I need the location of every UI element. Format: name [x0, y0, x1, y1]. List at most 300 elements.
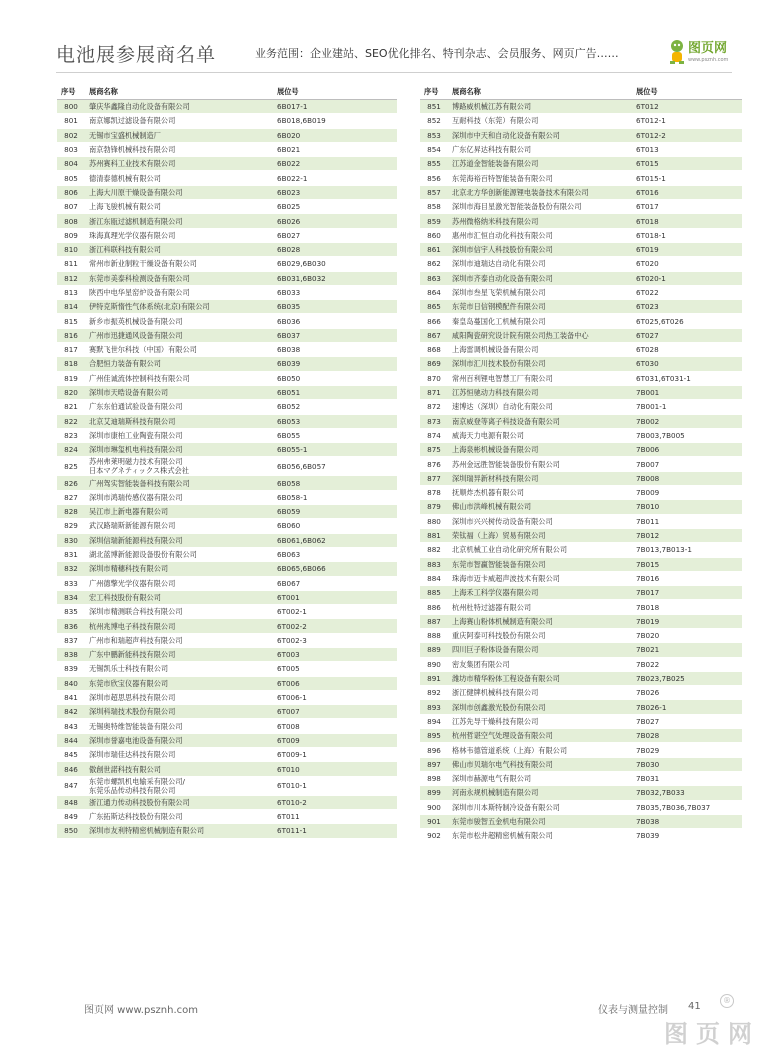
- booth-number: 6B055-1: [273, 443, 397, 457]
- row-no: 858: [420, 200, 448, 214]
- exhibitor-name: 咸阳陶瓷研究设计院有限公司热工装备中心: [448, 328, 632, 342]
- table-row: [420, 343, 742, 357]
- table-row: [420, 471, 742, 485]
- booth-number: 6B055: [273, 428, 397, 442]
- exhibitor-name: 杭州兆博电子科技有限公司: [85, 619, 273, 633]
- exhibitor-name: 上海赛山粉体机械制造有限公司: [448, 614, 632, 628]
- row-no: 810: [57, 242, 85, 256]
- booth-number: 6T031,6T031-1: [632, 371, 742, 385]
- table-row: [57, 400, 397, 414]
- booth-number: 6T010-1: [273, 776, 397, 795]
- table-row: [57, 505, 397, 519]
- row-no: 901: [420, 814, 448, 828]
- row-no: 818: [57, 357, 85, 371]
- table-row: [420, 814, 742, 828]
- booth-number: 7B009: [632, 486, 742, 500]
- row-no: 883: [420, 557, 448, 571]
- exhibitor-table-left: [57, 85, 397, 839]
- table-row: [57, 519, 397, 533]
- table-row: [57, 533, 397, 547]
- booth-number: 6B051: [273, 385, 397, 399]
- exhibitor-name: 湖北蓝博新能源设备股份有限公司: [85, 547, 273, 561]
- header-divider: [56, 72, 732, 73]
- table-row: [57, 414, 397, 428]
- row-no: 829: [57, 519, 85, 533]
- booth-number: 6T022: [632, 285, 742, 299]
- table-row: [420, 228, 742, 242]
- table-row: [420, 614, 742, 628]
- booth-number: 6B029,6B030: [273, 257, 397, 271]
- booth-number: 7B012: [632, 528, 742, 542]
- row-no: 892: [420, 686, 448, 700]
- exhibitor-name: 上海大川原干燥设备有限公司: [85, 185, 273, 199]
- row-no: 846: [57, 762, 85, 776]
- row-no: 869: [420, 357, 448, 371]
- table-row: [420, 414, 742, 428]
- table-row: [420, 671, 742, 685]
- exhibitor-name: 佛山市洪峰机械有限公司: [448, 500, 632, 514]
- booth-number: 6B052: [273, 400, 397, 414]
- exhibitor-name: 北京北方华创新能源锂电装备技术有限公司: [448, 185, 632, 199]
- row-no: 823: [57, 428, 85, 442]
- table-row: [420, 285, 742, 299]
- col-header-no: 序号: [57, 85, 85, 100]
- row-no: 886: [420, 600, 448, 614]
- booth-number: 7B003,7B005: [632, 428, 742, 442]
- table-row: [57, 285, 397, 299]
- row-no: 817: [57, 343, 85, 357]
- table-row: [420, 686, 742, 700]
- exhibitor-name: 江苏恒驰动力科技有限公司: [448, 385, 632, 399]
- row-no: 813: [57, 285, 85, 299]
- exhibitor-name: 南京威登等离子科技设备有限公司: [448, 414, 632, 428]
- table-row: [420, 743, 742, 757]
- row-no: 804: [57, 157, 85, 171]
- booth-number: 6T006: [273, 676, 397, 690]
- row-no: 840: [57, 676, 85, 690]
- row-no: 889: [420, 643, 448, 657]
- table-row: [57, 605, 397, 619]
- row-no: 881: [420, 528, 448, 542]
- exhibitor-name: 威海天力电源有限公司: [448, 428, 632, 442]
- row-no: 851: [420, 100, 448, 114]
- exhibitor-name: 深圳市精测联合科技有限公司: [85, 605, 273, 619]
- exhibitor-name: 重庆阿泰可科技股份有限公司: [448, 628, 632, 642]
- exhibitor-name: 深圳科瑞技术股份有限公司: [85, 705, 273, 719]
- row-no: 847: [57, 776, 85, 795]
- table-row: [57, 576, 397, 590]
- booth-number: 7B026-1: [632, 700, 742, 714]
- exhibitor-name: 抚顺炸杰机器有限公司: [448, 486, 632, 500]
- booth-number: 7B029: [632, 743, 742, 757]
- booth-number: 6T006-1: [273, 690, 397, 704]
- exhibitor-name: 珠海市迈卡威超声波技术有限公司: [448, 571, 632, 585]
- row-no: 839: [57, 662, 85, 676]
- table-row: [420, 586, 742, 600]
- row-no: 897: [420, 757, 448, 771]
- booth-number: 6T023: [632, 300, 742, 314]
- row-no: 848: [57, 795, 85, 809]
- row-no: 872: [420, 400, 448, 414]
- table-row: [420, 100, 742, 114]
- table-row: [57, 705, 397, 719]
- exhibitor-name: 深圳市精穗科技有限公司: [85, 562, 273, 576]
- table-row: [420, 371, 742, 385]
- booth-number: 6T009-1: [273, 748, 397, 762]
- table-row: [57, 590, 397, 604]
- row-no: 878: [420, 486, 448, 500]
- exhibitor-name: 苏州微格纳米科技有限公司: [448, 214, 632, 228]
- booth-number: 7B027: [632, 714, 742, 728]
- exhibitor-name: 速博达（深圳）自动化有限公司: [448, 400, 632, 414]
- booth-number: 6B018,6B019: [273, 114, 397, 128]
- row-no: 888: [420, 628, 448, 642]
- booth-number: 6T018: [632, 214, 742, 228]
- booth-number: 6B031,6B032: [273, 271, 397, 285]
- table-row: [57, 114, 397, 128]
- row-no: 899: [420, 786, 448, 800]
- row-no: 814: [57, 300, 85, 314]
- row-no: 902: [420, 829, 448, 843]
- row-no: 835: [57, 605, 85, 619]
- table-row: [420, 400, 742, 414]
- booth-number: 6B033: [273, 285, 397, 299]
- row-no: 837: [57, 633, 85, 647]
- table-row: [420, 357, 742, 371]
- row-no: 862: [420, 257, 448, 271]
- row-no: 884: [420, 571, 448, 585]
- exhibitor-name: 广州佳诚流体控制科技有限公司: [85, 371, 273, 385]
- booth-number: 7B013,7B013-1: [632, 543, 742, 557]
- row-no: 824: [57, 443, 85, 457]
- booth-number: 6T002-3: [273, 633, 397, 647]
- row-no: 880: [420, 514, 448, 528]
- row-no: 842: [57, 705, 85, 719]
- booth-number: 6B021: [273, 142, 397, 156]
- table-row: [420, 700, 742, 714]
- table-row: [57, 443, 397, 457]
- table-row: [420, 300, 742, 314]
- exhibitor-name: 密友集团有限公司: [448, 657, 632, 671]
- table-row: [420, 714, 742, 728]
- table-row: [420, 328, 742, 342]
- exhibitor-name: 常州百利锂电智慧工厂有限公司: [448, 371, 632, 385]
- exhibitor-name: 南京勃锋机械科技有限公司: [85, 142, 273, 156]
- booth-number: 6B058: [273, 476, 397, 490]
- row-no: 806: [57, 185, 85, 199]
- exhibitor-name: 深圳市赫源电气有限公司: [448, 771, 632, 785]
- exhibitor-name: 苏州金远胜智能装备股份有限公司: [448, 457, 632, 471]
- col-header-no: 序号: [420, 85, 448, 100]
- table-row: [57, 809, 397, 823]
- exhibitor-name: 深圳市誉嘉电池设备有限公司: [85, 733, 273, 747]
- table-row: [420, 800, 742, 814]
- row-no: 845: [57, 748, 85, 762]
- table-row: [57, 242, 397, 256]
- table-row: [57, 676, 397, 690]
- row-no: 870: [420, 371, 448, 385]
- row-no: 855: [420, 157, 448, 171]
- table-row: [57, 690, 397, 704]
- row-no: 893: [420, 700, 448, 714]
- exhibitor-table-right: [420, 85, 742, 843]
- exhibitor-name: 珠海真理光学仪器有限公司: [85, 228, 273, 242]
- table-row: [420, 628, 742, 642]
- table-row: [420, 157, 742, 171]
- exhibitor-name: 赛默飞世尔科技（中国）有限公司: [85, 343, 273, 357]
- table-row: [420, 729, 742, 743]
- booth-number: 7B001-1: [632, 400, 742, 414]
- exhibitor-name: 东莞市欣宝仪器有限公司: [85, 676, 273, 690]
- table-row: [57, 171, 397, 185]
- table-row: [420, 242, 742, 256]
- row-no: 859: [420, 214, 448, 228]
- exhibitor-name: 深圳市兴兴树传动设备有限公司: [448, 514, 632, 528]
- exhibitor-name: 深圳市瑞佳达科技有限公司: [85, 748, 273, 762]
- row-no: 802: [57, 128, 85, 142]
- booth-number: 6T027: [632, 328, 742, 342]
- table-row: [57, 157, 397, 171]
- row-no: 808: [57, 214, 85, 228]
- row-no: 861: [420, 242, 448, 256]
- exhibitor-name: 深圳市超思思科技有限公司: [85, 690, 273, 704]
- booth-number: 6B067: [273, 576, 397, 590]
- row-no: 803: [57, 142, 85, 156]
- exhibitor-name: 浙江健牌机械科技有限公司: [448, 686, 632, 700]
- row-no: 856: [420, 171, 448, 185]
- booth-number: 7B032,7B033: [632, 786, 742, 800]
- exhibitor-name: 深圳市琳玺机电科技有限公司: [85, 443, 273, 457]
- row-no: 830: [57, 533, 85, 547]
- table-row: [57, 619, 397, 633]
- booth-number: 7B007: [632, 457, 742, 471]
- table-row: [420, 385, 742, 399]
- row-no: 820: [57, 385, 85, 399]
- booth-number: 7B011: [632, 514, 742, 528]
- booth-number: 6B025: [273, 200, 397, 214]
- exhibitor-name: 深圳市康柏工业陶瓷有限公司: [85, 428, 273, 442]
- page-header: [56, 40, 732, 70]
- table-row: [420, 457, 742, 471]
- exhibitor-name: 浙江东瓯过滤机制造有限公司: [85, 214, 273, 228]
- row-no: 864: [420, 285, 448, 299]
- exhibitor-name: 上海泉彬机械设备有限公司: [448, 443, 632, 457]
- booth-number: 6T017: [632, 200, 742, 214]
- booth-number: 6T015: [632, 157, 742, 171]
- row-no: 885: [420, 586, 448, 600]
- table-row: [420, 600, 742, 614]
- exhibitor-name: 广州市和瑞超声科技有限公司: [85, 633, 273, 647]
- table-row: [420, 543, 742, 557]
- row-no: 827: [57, 490, 85, 504]
- booth-number: 7B028: [632, 729, 742, 743]
- table-row: [57, 457, 397, 476]
- exhibitor-name: 深圳市鸿瑞传感仪器有限公司: [85, 490, 273, 504]
- table-row: [57, 328, 397, 342]
- booth-number: 6B053: [273, 414, 397, 428]
- row-no: 825: [57, 457, 85, 476]
- booth-number: 6T009: [273, 733, 397, 747]
- booth-number: 6T025,6T026: [632, 314, 742, 328]
- booth-number: 6B050: [273, 371, 397, 385]
- exhibitor-name: 互耐科技（东莞）有限公司: [448, 114, 632, 128]
- table-row: [57, 357, 397, 371]
- booth-number: 6T019: [632, 242, 742, 256]
- page-title: 电池展参展商名单: [56, 44, 217, 66]
- page-number: 41: [688, 1001, 701, 1012]
- row-no: 849: [57, 809, 85, 823]
- booth-number: 6T020-1: [632, 271, 742, 285]
- booth-number: 6B017-1: [273, 100, 397, 114]
- exhibitor-name: 北京艾迪瑞斯科技有限公司: [85, 414, 273, 428]
- exhibitor-name: 伊特克斯惰性气体系统(北京)有限公司: [85, 300, 273, 314]
- row-no: 832: [57, 562, 85, 576]
- exhibitor-name: 上海飞骏机械有限公司: [85, 200, 273, 214]
- booth-number: 7B038: [632, 814, 742, 828]
- row-no: 828: [57, 505, 85, 519]
- table-row: [57, 776, 397, 795]
- booth-number: 6T015-1: [632, 171, 742, 185]
- booth-number: 6B023: [273, 185, 397, 199]
- booth-number: 6T002-2: [273, 619, 397, 633]
- table-row: [420, 428, 742, 442]
- booth-number: 6T011: [273, 809, 397, 823]
- booth-number: 6B027: [273, 228, 397, 242]
- booth-number: 6B038: [273, 343, 397, 357]
- exhibitor-name: 广州驾实智能装备科技有限公司: [85, 476, 273, 490]
- row-no: 801: [57, 114, 85, 128]
- exhibitor-name: 深圳市叁星飞荣机械有限公司: [448, 285, 632, 299]
- table-row: [420, 757, 742, 771]
- exhibitor-name: 东莞市松井超精密机械有限公司: [448, 829, 632, 843]
- table-row: [420, 114, 742, 128]
- exhibitor-name: 无锡奥特维智能装备有限公司: [85, 719, 273, 733]
- row-no: 876: [420, 457, 448, 471]
- row-no: 809: [57, 228, 85, 242]
- booth-number: 6B039: [273, 357, 397, 371]
- booth-number: 6T018-1: [632, 228, 742, 242]
- booth-number: 6T010: [273, 762, 397, 776]
- booth-number: 7B021: [632, 643, 742, 657]
- exhibitor-name: 深圳市汇川技术股份有限公司: [448, 357, 632, 371]
- booth-number: 6T020: [632, 257, 742, 271]
- exhibitor-name: 南京娜凯过滤设备有限公司: [85, 114, 273, 128]
- booth-number: 7B023,7B025: [632, 671, 742, 685]
- table-header-row: [57, 85, 397, 100]
- exhibitor-name: 潍坊市精华粉体工程设备有限公司: [448, 671, 632, 685]
- logo-url: www.psznh.com: [688, 57, 729, 63]
- exhibitor-name: 浙江通力传动科技股份有限公司: [85, 795, 273, 809]
- exhibitor-name: 深圳市迪瑞达自动化有限公司: [448, 257, 632, 271]
- table-row: [57, 824, 397, 838]
- row-no: 811: [57, 257, 85, 271]
- table-row: [420, 171, 742, 185]
- exhibitor-name: 秦皇岛蔓国化工机械有限公司: [448, 314, 632, 328]
- table-row: [420, 786, 742, 800]
- footer-site: 图页网 www.psznh.com: [84, 1005, 198, 1016]
- exhibitor-name: 陕西中电华星窑炉设备有限公司: [85, 285, 273, 299]
- exhibitor-name: 东莞市骏智五金机电有限公司: [448, 814, 632, 828]
- exhibitor-name: 深圳市天晧设备有限公司: [85, 385, 273, 399]
- table-row: [57, 733, 397, 747]
- col-header-name: 展商名称: [85, 85, 273, 100]
- table-row: [57, 142, 397, 156]
- row-no: 831: [57, 547, 85, 561]
- table-row: [420, 571, 742, 585]
- booth-number: 7B022: [632, 657, 742, 671]
- table-row: [57, 257, 397, 271]
- exhibitor-name: 东莞市智赢智能装备有限公司: [448, 557, 632, 571]
- booth-number: 7B026: [632, 686, 742, 700]
- exhibitor-name: 杭州杜特过滤器有限公司: [448, 600, 632, 614]
- row-no: 850: [57, 824, 85, 838]
- row-no: 860: [420, 228, 448, 242]
- table-row: [57, 633, 397, 647]
- row-no: 874: [420, 428, 448, 442]
- exhibitor-name: 无锡凯乐士科技有限公司: [85, 662, 273, 676]
- table-row: [420, 486, 742, 500]
- booth-number: 7B018: [632, 600, 742, 614]
- exhibitor-name: 德清泰德机械有限公司: [85, 171, 273, 185]
- table-row: [420, 185, 742, 199]
- row-no: 841: [57, 690, 85, 704]
- exhibitor-name: 广州德擎光学仪器有限公司: [85, 576, 273, 590]
- exhibitor-name: 武汉路瑞斯新能源有限公司: [85, 519, 273, 533]
- booth-number: 6T008: [273, 719, 397, 733]
- booth-number: 6T012-1: [632, 114, 742, 128]
- booth-number: 7B015: [632, 557, 742, 571]
- booth-number: 6B061,6B062: [273, 533, 397, 547]
- row-no: 819: [57, 371, 85, 385]
- exhibitor-name: 深圳市川本斯特制冷设备有限公司: [448, 800, 632, 814]
- exhibitor-name: 深圳市信宇人科技股份有限公司: [448, 242, 632, 256]
- col-header-booth: 展位号: [632, 85, 742, 100]
- booth-number: 6B063: [273, 547, 397, 561]
- row-no: 882: [420, 543, 448, 557]
- exhibitor-name: 荣钛福（上海）贸易有限公司: [448, 528, 632, 542]
- exhibitor-name: 深圳市中天和自动化设备有限公司: [448, 128, 632, 142]
- booth-number: 6B035: [273, 300, 397, 314]
- booth-number: 6T005: [273, 662, 397, 676]
- booth-number: 6T007: [273, 705, 397, 719]
- booth-number: 6T002-1: [273, 605, 397, 619]
- exhibitor-name: 傲創世諾科技有限公司: [85, 762, 273, 776]
- row-no: 843: [57, 719, 85, 733]
- row-no: 834: [57, 590, 85, 604]
- mascot-icon: [668, 39, 686, 65]
- exhibitor-name: 合肥恒力装备有限公司: [85, 357, 273, 371]
- exhibitor-name: 杭州哲谌空气处理设备有限公司: [448, 729, 632, 743]
- row-no: 863: [420, 271, 448, 285]
- row-no: 868: [420, 343, 448, 357]
- row-no: 877: [420, 471, 448, 485]
- row-no: 800: [57, 100, 85, 114]
- table-row: [420, 514, 742, 528]
- table-row: [57, 385, 397, 399]
- booth-number: 6B056,6B057: [273, 457, 397, 476]
- page-footer: [84, 1001, 704, 1017]
- row-no: 826: [57, 476, 85, 490]
- row-no: 815: [57, 314, 85, 328]
- table-row: [420, 200, 742, 214]
- booth-number: 7B010: [632, 500, 742, 514]
- table-row: [57, 562, 397, 576]
- exhibitor-name: 深圳市海目星激光智能装备股份有限公司: [448, 200, 632, 214]
- row-no: 844: [57, 733, 85, 747]
- table-row: [57, 200, 397, 214]
- exhibitor-name: 深圳市创鑫激光股份有限公司: [448, 700, 632, 714]
- table-row: [420, 528, 742, 542]
